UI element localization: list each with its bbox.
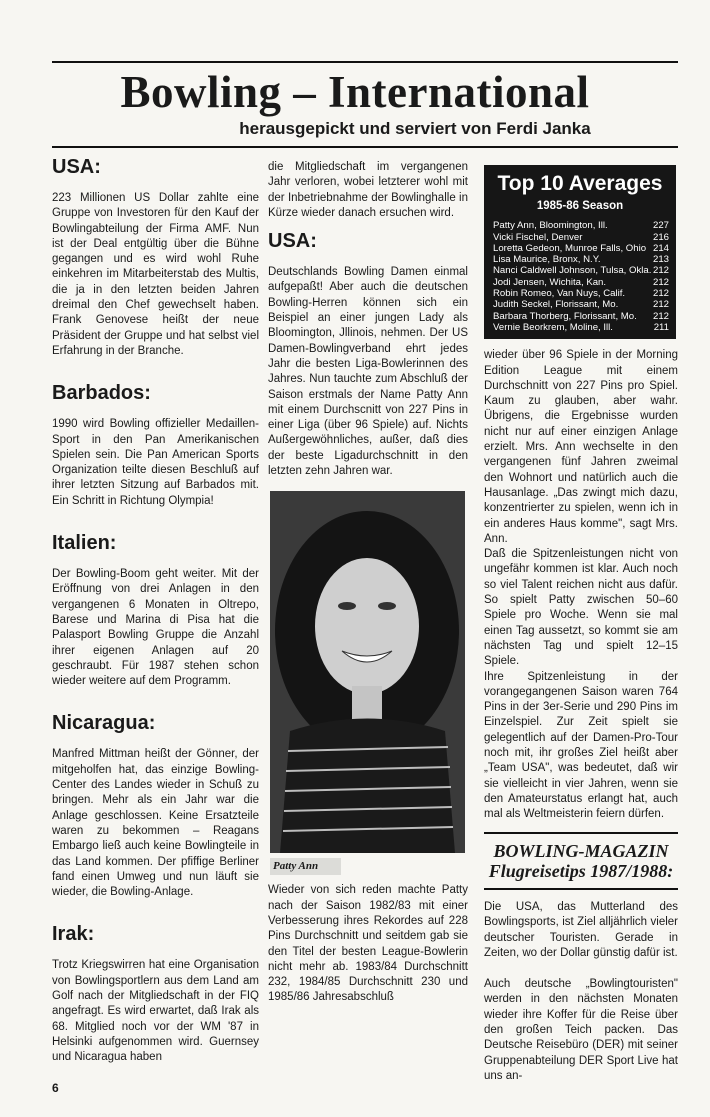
section-heading: USA: — [52, 156, 101, 178]
page-number: 6 — [52, 1081, 59, 1096]
bowler-name: Judith Seckel, Florissant, Mo. — [493, 299, 619, 311]
paragraph: Ihre Spitzenleistung in der vorangegangenen Saison waren 764 Pins in der 3er-Serie und 290 Pins im Einzelspiel. Zur Zeit spielt sie gelegentlich auf der Damen-Pro-Tour noch mit, ihr großes Ziel heißt aber „Team USA", was bedeutet, daß wir sie vielleicht in vier Jahren, wenn sie den Amateurstatus erlangt hat, auch mal als Weltmeisterin feiern dürfen. — [484, 670, 678, 821]
bowler-average: 212 — [652, 299, 669, 311]
top10-row — [484, 311, 676, 322]
section-heading: Irak: — [52, 923, 95, 946]
magazin-rule-bottom — [484, 888, 678, 890]
bowler-average: 212 — [652, 265, 669, 277]
top10-row — [484, 243, 676, 254]
top10-row — [484, 288, 676, 299]
bowler-average: 214 — [652, 242, 669, 254]
page-subtitle: herausgepickt und serviert von Ferdi Janka — [239, 119, 591, 138]
paragraph: Daß die Spitzenleistungen nicht von ungefähr kommen ist klar. Auch noch so viel Talent reichen nicht aus dafür. So spielt Patty zwischen 50–60 Spiele pro Woche. Wenn sie mal einen Tag aussetzt, so kommt sie am nächsten Tag und spielt 12–15 Spiele. — [484, 548, 678, 668]
bowler-name: Vernie Beorkrem, Moline, Ill. — [493, 321, 613, 333]
magazin-subtitle: Flugreisetips 1987/1988: — [488, 861, 674, 882]
bowler-name: Patty Ann, Bloomington, Ill. — [493, 220, 608, 232]
section-text: Wieder von sich reden machte Patty nach der Saison 1982/83 mit einer Verbesserung ihres Rekordes auf 228 Pins Durchschnitt und seitdem gab sie den Titel der besten League-Bowlerin nicht mehr ab. 1983/84 Durchschnitt 232, 1984/85 Durchschnitt 230 und 1985/86 Jahresabschluß — [268, 884, 468, 1004]
top10-list — [484, 220, 676, 333]
bowler-name: Loretta Gedeon, Munroe Falls, Ohio — [493, 242, 647, 254]
bowler-average: 212 — [652, 310, 669, 322]
column-1 — [52, 155, 259, 1117]
bowler-name: Robin Romeo, Van Nuys, Calif. — [493, 288, 626, 300]
top10-row — [484, 322, 676, 333]
bowler-average: 216 — [652, 231, 669, 243]
paragraph: wieder über 96 Spiele in der Morning Edition League mit einem Durchschnitt von 227 Pins pro Spiel. Kaum zu glauben, aber wahr. Übrigens, die Ergebnisse wurden nicht nur auf einer einzigen Anlage erzielt. Mrs. Ann wechselte in den vergangenen fünf Jahren zweimal den Wohnort und natürlich auch die Hausanlage. „Das zwingt mich dazu, konzentrierter zu spielen, wenn ich in ein anderes Haus komme", sagt Mrs. Ann. — [484, 349, 678, 545]
top10-title: Top 10 Averages — [497, 172, 663, 195]
bowler-name: Lisa Maurice, Bronx, N.Y. — [493, 254, 601, 266]
section-text: Deutschlands Bowling Damen einmal aufgepaßt! Aber auch die deutschen Bowling-Herren können sich ein Beispiel an einer jungen Lady als Bloomington, Jllinois, nehmen. Der US Damen-Bowlingverband ehrt jedes Jahr die besten Liga-Bowlerinnen des Jahres. Nun tauchte zum Abschluß der Saison erstmals der Name Patty Ann mit einem Durchscnitt von 227 Pins in einer Liga (über 96 Spiele) auf. Nichts Außergewöhnliches, außer, daß dies der beste Ligadurchschnitt in den letzten zehn Jahren war. — [268, 266, 468, 478]
paragraph: Die USA, das Mutterland des Bowlingsports, ist Ziel alljährlich vieler deutscher Touristen. Gerade in Zeiten, wo der Dollar günstig dafür ist. — [484, 900, 678, 959]
top10-row — [484, 299, 676, 310]
bowler-name: Jodi Jensen, Wichita, Kan. — [493, 276, 607, 288]
magazin-heading — [484, 834, 678, 888]
bowler-average: 227 — [652, 220, 669, 232]
header-rule — [52, 146, 678, 148]
column-2 — [268, 160, 468, 1026]
section-text: Manfred Mittman heißt der Gönner, der mitgeholfen hat, das einzige Bowling-Center des Landes wieder in Schuß zu bringen. Mehr als ein Jahr war die Anlage geschlossen. Keine Ersatzteile waren zu bekommen – Reagans Embargo ließ auch keine Bowlingteile in das Land kommen. Der pfiffige Berliner fand einen Umweg und nun läuft sie wieder, die Bowling-Anlage. — [52, 748, 259, 899]
paragraph: Auch deutsche „Bowlingtouristen" werden in den nächsten Monaten wieder ihre Koffer für die Reise über den großen Teich packen. Das Deutsche Reisebüro (DER) mit seiner Gruppenabteilung DER Sport Live hat uns an- — [484, 978, 678, 1082]
section-text: 223 Millionen US Dollar zahlte eine Gruppe von Investoren für den Kauf der Bowlingabteilung der Firma AMF. Nun ist der Deal entgültig über die Bühne gegangen und es wird wohl Ruhe einkehren im Mitarbeiterstab des Multis, die ja in den letzten beiden Jahren dreimal den Chef gewechselt haben. Frank Genovese heißt der neue Präsident der Gruppe und hat selbst viel Erfahrung in der Branche. — [52, 192, 259, 357]
bowler-average: 212 — [652, 276, 669, 288]
top-rule — [52, 61, 678, 63]
top10-row — [484, 277, 676, 288]
bowler-average: 213 — [652, 254, 669, 266]
top10-row — [484, 254, 676, 265]
section-text: Der Bowling-Boom geht weiter. Mit der Eröffnung von drei Anlagen in den vergangenen 6 Monaten in Oltrepo, Barese und Marina di Pisa hat die Palasport Bowling Gruppe die Anzahl ihrer eigenen Anlagen auf 20 geschraubt. Für 1987 stehen schon wieder weitere auf dem Programm. — [52, 568, 259, 688]
top10-row — [484, 220, 676, 231]
section-heading: Nicaragua: — [52, 712, 156, 735]
section-heading: Italien: — [52, 532, 117, 555]
section-heading: Barbados: — [52, 382, 151, 405]
column-3 — [484, 165, 678, 1104]
magazin-title: BOWLING-MAGAZIN — [493, 841, 669, 862]
page-title: Bowling – International — [120, 67, 590, 117]
bowler-name: Vicki Fischel, Denver — [493, 231, 583, 243]
portrait-image — [270, 491, 465, 853]
section-heading: USA: — [268, 230, 317, 253]
top10-row — [484, 232, 676, 243]
top10-row — [484, 265, 676, 276]
bowler-name: Nanci Caldwell Johnson, Tulsa, Okla. — [493, 265, 652, 277]
bowler-average: 211 — [653, 321, 669, 333]
top10-averages-box — [484, 165, 676, 339]
bowler-average: 212 — [652, 288, 669, 300]
section-text: 1990 wird Bowling offizieller Medaillen-Sport in den Pan Amerikanischen Spielen sein. Die Pan American Sports Organization teilte diesen Beschluß auf ihrer letzten Sitzung auf Barbados mit. Ein Schritt in Richtung Olympia! — [52, 418, 259, 507]
patty-ann-photo — [270, 491, 465, 853]
photo-caption: Patty Ann — [270, 858, 341, 875]
top10-season: 1985-86 Season — [536, 200, 624, 212]
section-text: Trotz Kriegswirren hat eine Organisation von Bowlingsportlern aus dem Land am Golf nach der Mitgliedschaft in der FIQ angefragt. Es wird erwartet, daß Irak als 68. Mitglied noch vor der WM '87 in Helsinki aufgenommen wird. Guernsey und Nicaragua haben — [52, 959, 259, 1064]
bowler-name: Barbara Thorberg, Florissant, Mo. — [493, 310, 637, 322]
continued-text: die Mitgliedschaft im vergangenen Jahr verloren, wobei letzterer wohl mit der Inbetriebnahme der Bowlinghalle in Kürze wieder danach ersuchen wird. — [268, 161, 468, 219]
